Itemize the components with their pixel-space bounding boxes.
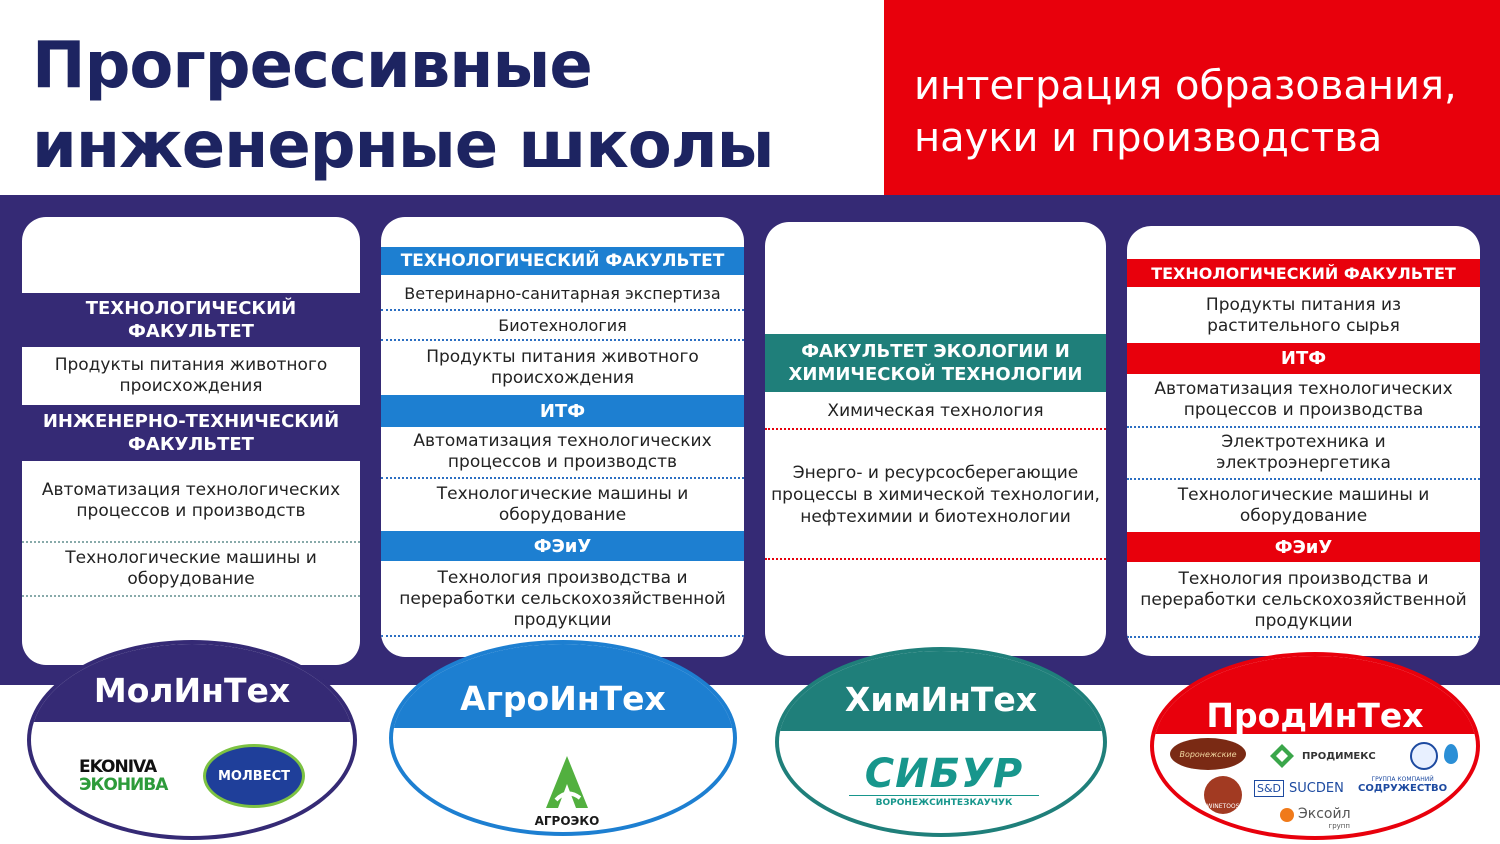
faculty-header: ФЭиУ xyxy=(381,531,744,561)
molvest-logo xyxy=(203,744,305,808)
sucden-logo xyxy=(1254,780,1344,797)
faculty-header: ТЕХНОЛОГИЧЕСКИЙ ФАКУЛЬТЕТ xyxy=(381,247,744,275)
prodimex-logo-text: ПРОДИМЕКС xyxy=(1302,750,1376,762)
program-item: Автоматизация технологических процессов и производств xyxy=(381,427,744,479)
sucden-logo-prefix: S&D xyxy=(1254,780,1284,797)
sodruzhestvo-logo-text: СОДРУЖЕСТВО xyxy=(1358,783,1448,794)
subtitle xyxy=(914,60,1484,164)
faculty-header: ТЕХНОЛОГИЧЕСКИЙ ФАКУЛЬТЕТ xyxy=(1127,259,1480,287)
school-name: МолИнТех xyxy=(31,644,353,722)
faculty-header: ИНЖЕНЕРНО-ТЕХНИЧЕСКИЙ ФАКУЛЬТЕТ xyxy=(22,405,360,461)
prodimex-logo xyxy=(1268,742,1376,770)
school-badge-prodintex xyxy=(1150,652,1480,840)
subtitle-line-2: науки и производства xyxy=(914,115,1383,161)
molvest-logo-text: МОЛВЕСТ xyxy=(218,768,290,784)
sibur-logo xyxy=(849,753,1039,808)
globe-icon xyxy=(1410,742,1438,770)
voronezhskie-logo xyxy=(1170,738,1246,770)
program-item: Энерго- и ресурсосберегающие процессы в химической технологии, нефтехимии и биотехнологии xyxy=(765,432,1106,560)
card-prodintex xyxy=(1127,226,1480,656)
subtitle-line-1: интеграция образования, xyxy=(914,63,1457,109)
eksoyl-logo xyxy=(1280,806,1350,830)
agroeco-logo xyxy=(527,754,607,828)
drop-icon xyxy=(1444,744,1458,764)
card-khimintex xyxy=(765,222,1106,656)
program-item: Электротехника и электроэнергетика xyxy=(1127,428,1480,480)
card-molintex xyxy=(22,217,360,665)
sucden-logo-text: SUCDEN xyxy=(1289,781,1344,796)
faculty-header: ФАКУЛЬТЕТ ЭКОЛОГИИ И ХИМИЧЕСКОЙ ТЕХНОЛОГИИ xyxy=(765,334,1106,392)
program-item: Продукты питания животного происхождения xyxy=(54,355,328,396)
program-item: Технологические машины и оборудование xyxy=(436,484,689,525)
program-item: Технологические машины и оборудование xyxy=(1177,485,1430,526)
title-line-2: инженерные школы xyxy=(32,109,774,183)
school-name: ПродИнТех xyxy=(1154,656,1476,734)
program-item: Технология производства и переработки сельскохозяйственной продукции xyxy=(381,563,744,637)
winetoos-logo-text: WINETOOS xyxy=(1206,803,1240,810)
program-item: Продукты питания животного происхождения xyxy=(426,347,699,388)
eksoyl-sun-icon xyxy=(1280,808,1294,822)
card-agrointex xyxy=(381,217,744,657)
ekoniva-logo xyxy=(79,758,189,794)
sibur-logo-subtext: ВОРОНЕЖСИНТЕЗКАУЧУК xyxy=(849,795,1039,808)
page-title xyxy=(32,26,872,186)
sodruzhestvo-logo-top: ГРУППА КОМПАНИЙ xyxy=(1371,776,1434,783)
prodimex-leaf-icon xyxy=(1268,742,1296,770)
sodruzhestvo-logo xyxy=(1358,776,1447,794)
faculty-header: ИТФ xyxy=(1127,343,1480,374)
program-item: Автоматизация технологических процессов и производств xyxy=(22,461,360,543)
school-badge-khimintex xyxy=(775,647,1107,837)
faculty-header: ФЭиУ xyxy=(1127,532,1480,562)
school-badge-agrointex xyxy=(389,640,737,836)
ekoniva-logo-text: EKONIVA xyxy=(79,757,157,777)
program-item: Автоматизация технологических процессов и производства xyxy=(1127,374,1480,428)
subtitle-box xyxy=(884,0,1500,212)
school-name: АгроИнТех xyxy=(393,644,733,728)
agroeco-logo-text: АГРОЭКО xyxy=(534,814,600,828)
school-name: ХимИнТех xyxy=(779,651,1103,731)
program-item: Биотехнология xyxy=(381,311,744,341)
eksoyl-logo-subtext: групп xyxy=(1328,822,1350,830)
ekoniva-logo-text-ru: ЭКОНИВА xyxy=(79,775,168,795)
program-item: Химическая технология xyxy=(765,394,1106,430)
program-item: Технологические машины и оборудование xyxy=(22,543,360,597)
agroeco-leaf-icon xyxy=(542,754,592,810)
faculty-header: ТЕХНОЛОГИЧЕСКИЙ ФАКУЛЬТЕТ xyxy=(22,293,360,347)
program-item: Продукты питания из растительного сырья xyxy=(1205,295,1402,336)
program-item: Ветеринарно-санитарная экспертиза xyxy=(381,277,744,311)
faculty-header: ИТФ xyxy=(381,395,744,427)
sibur-logo-text: СИБУР xyxy=(864,751,1024,797)
eksoyl-logo-text: Эксойл xyxy=(1298,806,1351,822)
winetoos-logo xyxy=(1204,776,1242,814)
program-item: Технология производства и переработки сельскохозяйственной продукции xyxy=(1127,564,1480,638)
voronezhskie-logo-text: Воронежские xyxy=(1179,749,1237,759)
title-line-1: Прогрессивные xyxy=(32,29,592,103)
school-badge-molintex xyxy=(27,640,357,840)
